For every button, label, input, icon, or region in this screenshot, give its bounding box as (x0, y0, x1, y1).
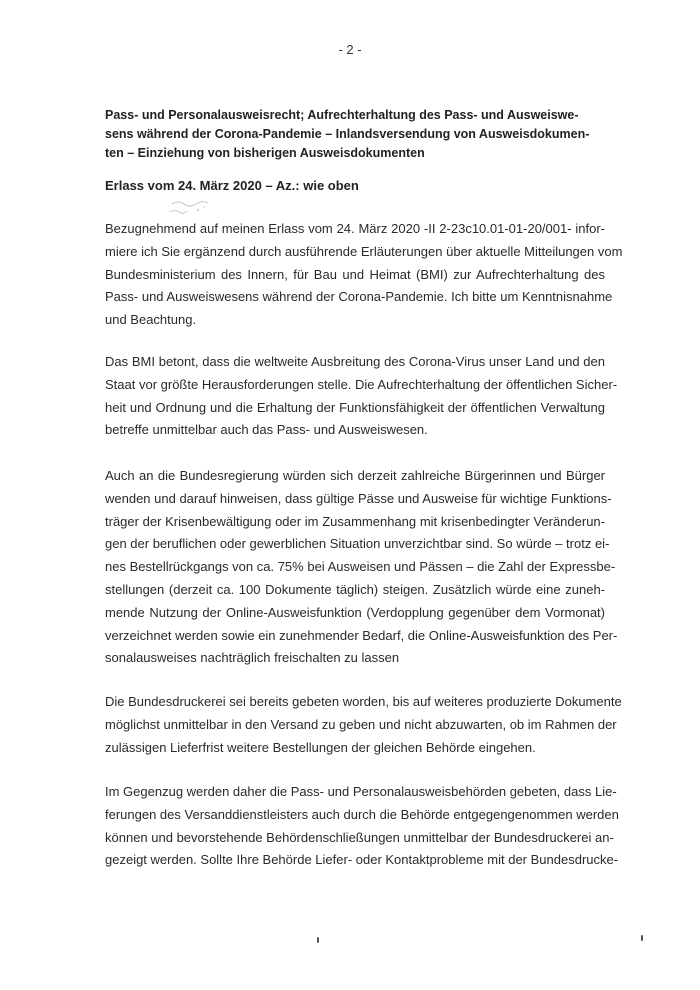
text-line: heit und Ordnung und die Erhaltung der Funktionsfähigkeit der öffentlichen Verwaltung (105, 399, 605, 415)
subject-heading (105, 106, 605, 163)
paragraph-bundesdruckerei (105, 691, 622, 759)
subject-line: Pass- und Personalausweisrecht; Aufrechterhaltung des Pass- und Ausweiswe- (105, 108, 579, 122)
text-line: betreffe unmittelbar auch das Pass- und Ausweiswesen. (105, 422, 428, 438)
scan-stamp-mark (168, 198, 214, 218)
paragraph-federal-government (105, 465, 618, 670)
text-line: verzeichnet werden sowie ein zunehmender Bedarf, die Online-Ausweisfunktion des Per- (105, 627, 618, 643)
page-number: - 2 - (338, 42, 362, 57)
text-line: ferungen des Versanddienstleisters auch durch die Behörde entgegengenommen werden (105, 806, 619, 822)
text-line: Bundesministerium des Innern, für Bau und Heimat (BMI) zur Aufrechterhaltung des (105, 266, 605, 282)
text-line: Staat vor größte Herausforderungen stelle. Die Aufrechterhaltung der öffentlichen Sicher- (105, 376, 618, 392)
scan-speck (641, 935, 643, 941)
text-line: Im Gegenzug werden daher die Pass- und Personalausweisbehörden gebeten, dass Lie- (105, 784, 617, 799)
decree-heading: Erlass vom 24. März 2020 – Az.: wie oben (105, 178, 359, 193)
paragraph-reference (105, 218, 623, 332)
text-line: mende Nutzung der Online-Ausweisfunktion (Verdopplung gegenüber dem Vormonat) (105, 604, 605, 620)
paragraph-bmi-statement (105, 351, 618, 442)
text-line: Das BMI betont, dass die weltweite Ausbreitung des Corona-Virus unser Land und den (105, 354, 605, 369)
text-line: träger der Krisenbewältigung oder im Zusammenhang mit krisenbedingter Veränderun- (105, 513, 605, 529)
text-line: gezeigt werden. Sollte Ihre Behörde Liefer- oder Kontaktprobleme mit der Bundesdrucke- (105, 852, 619, 868)
text-line: Die Bundesdruckerei sei bereits gebeten worden, bis auf weiteres produzierte Dokumente (105, 694, 622, 709)
text-line: können und bevorstehende Behördenschließungen unmittelbar der Bundesdruckerei an- (105, 829, 614, 845)
text-line: gen der beruflichen oder gewerblichen Situation unverzichtbar sind. So würde – trotz ei- (105, 536, 610, 552)
text-line: wenden und darauf hinweisen, dass gültige Pässe und Ausweise für wichtige Funktions- (105, 490, 612, 506)
scan-speck (317, 937, 319, 943)
text-line: nes Bestellrückgangs von ca. 75% bei Ausweisen und Pässen – die Zahl der Expressbe- (105, 559, 616, 575)
text-line: möglichst unmittelbar in den Versand zu geben und nicht abzuwarten, ob im Rahmen der (105, 716, 617, 732)
paragraph-authorities-request (105, 781, 619, 872)
text-line: Bezugnehmend auf meinen Erlass vom 24. März 2020 -II 2-23c10.01-01-20/001- infor- (105, 221, 605, 236)
text-line: Pass- und Ausweiswesens während der Corona-Pandemie. Ich bitte um Kenntnisnahme (105, 289, 613, 305)
text-line: miere ich Sie ergänzend durch ausführende Erläuterungen über aktuelle Mitteilungen vom (105, 243, 623, 259)
text-line: sonalausweises nachträglich freischalten zu lassen (105, 650, 400, 666)
text-line: zulässigen Lieferfrist weitere Bestellungen der gleichen Behörde eingehen. (105, 739, 536, 755)
text-line: stellungen (derzeit ca. 100 Dokumente täglich) steigen. Zusätzlich würde eine zuneh- (105, 581, 605, 597)
subject-line: ten – Einziehung von bisherigen Ausweisdokumenten (105, 146, 425, 160)
text-line: Auch an die Bundesregierung würden sich derzeit zahlreiche Bürgerinnen und Bürger (105, 468, 605, 483)
text-line: und Beachtung. (105, 312, 197, 328)
subject-line: sens während der Corona-Pandemie – Inlandsversendung von Ausweisdokumen- (105, 127, 590, 141)
